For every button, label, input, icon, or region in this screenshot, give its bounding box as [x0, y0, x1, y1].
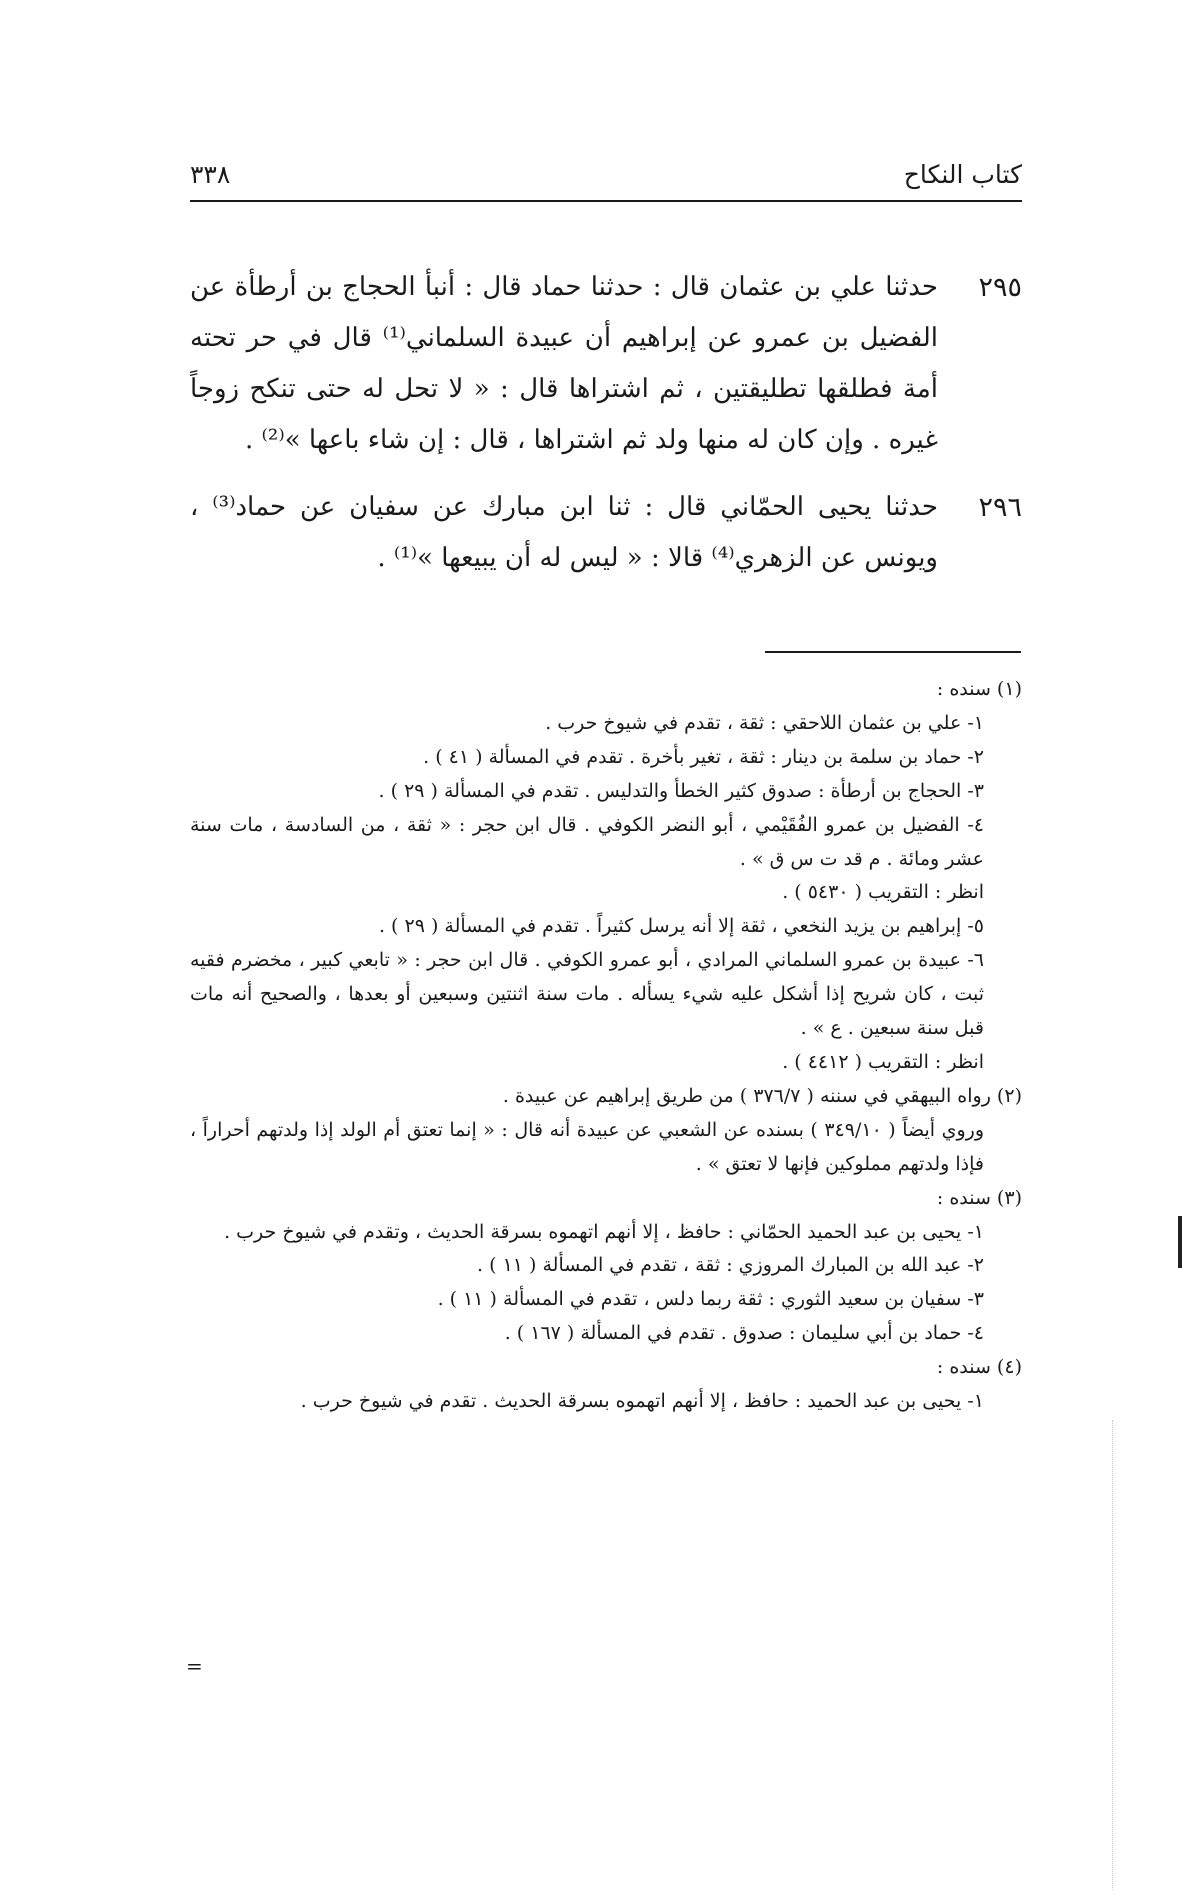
footnote-line: ٣- الحجاج بن أرطأة : صدوق كثير الخطأ والتدليس . تقدم في المسألة ( ٢٩ ) . — [378, 779, 984, 802]
entry-text: حدثنا علي بن عثمان قال : حدثنا حماد قال : أنبأ الحجاج بن أرطأة عن الفضيل بن عمرو عن إبراهيم أن عبيدة السلماني⁽¹⁾ قال في حر تحته أمة فطلقها تطليقتين ، ثم اشتراها قال : « لا تحل له حتى تنكح زوجاً غيره . وإن كان له منها ولد ثم اشتراها ، قال : إن شاء باعها »⁽²⁾ . — [190, 272, 939, 455]
footnote-line: ٣- سفيان بن سعيد الثوري : ثقة ربما دلس ، تقدم في المسألة ( ١١ ) . — [437, 1288, 984, 1311]
header-divider — [190, 200, 1022, 202]
entry-text: حدثنا يحيى الحمّاني قال : ثنا ابن مبارك عن سفيان عن حماد⁽³⁾ ، ويونس عن الزهري⁽⁴⁾ قالا : « ليس له أن يبيعها »⁽¹⁾ . — [190, 492, 939, 573]
entry-number: ٢٩٥ — [978, 272, 1022, 303]
footnote-line: انظر : التقريب ( ٥٤٣٠ ) . — [782, 881, 984, 904]
running-title: كتاب النكاح — [903, 160, 1022, 189]
entry-296 — [190, 482, 1022, 584]
footnote-line: ٢- عبد الله بن المبارك المروزي : ثقة ، تقدم في المسألة ( ١١ ) . — [477, 1254, 984, 1277]
page-header — [190, 160, 1022, 204]
continuation-mark: = — [186, 1654, 203, 1678]
main-text — [190, 262, 1022, 600]
footnote-line: ٥- إبراهيم بن يزيد النخعي ، ثقة إلا أنه يرسل كثيراً . تقدم في المسألة ( ٢٩ ) . — [378, 915, 984, 938]
margin-mark — [1178, 1216, 1182, 1268]
footnote-line: انظر : التقريب ( ٤٤١٢ ) . — [782, 1050, 984, 1073]
footnote-line: ٦- عبيدة بن عمرو السلماني المرادي ، أبو عمرو الكوفي . قال ابن حجر : « تابعي كبير ، مخضرم فقيه ثبت ، كان شريح إذا أشكل عليه شيء يسأله . مات سنة اثنتين وسبعين أو بعدها ، والصحيح أنه مات قبل سنة سبعين . ع » . — [190, 949, 984, 1040]
footnote-line: ١- يحيى بن عبد الحميد الحمّاني : حافظ ، إلا أنهم اتهموه بسرقة الحديث ، وتقدم في شيوخ حرب . — [224, 1220, 984, 1243]
footnote-4-head: (٤) سنده : — [936, 1356, 1022, 1379]
footnote-line: ١- يحيى بن عبد الحميد : حافظ ، إلا أنهم اتهموه بسرقة الحديث . تقدم في شيوخ حرب . — [300, 1390, 984, 1413]
footnote-line: ٢- حماد بن سلمة بن دينار : ثقة ، تغير بأخرة . تقدم في المسألة ( ٤١ ) . — [423, 745, 984, 768]
footnote-1-head: (١) سنده : — [936, 678, 1022, 700]
footnotes — [190, 673, 1022, 1419]
footnote-line: ٤- حماد بن أبي سليمان : صدوق . تقدم في المسألة ( ١٦٧ ) . — [504, 1322, 984, 1345]
page-number: ٣٣٨ — [190, 160, 231, 189]
scan-margin-trace — [1112, 1420, 1113, 1890]
footnote-line: ٤- الفضيل بن عمرو الفُقَيْمي ، أبو النضر الكوفي . قال ابن حجر : « ثقة ، من السادسة ، مات سنة عشر ومائة . م قد ت س ق » . — [190, 813, 984, 870]
footnote-2-body: وروي أيضاً ( ٣٤٩/١٠ ) بسنده عن الشعبي عن عبيدة أنه قال : « إنما تعتق أم الولد إذا ولدتهم أحراراً ، فإذا ولدتهم مملوكين فإنها لا تعتق » . — [190, 1118, 984, 1175]
entry-number: ٢٩٦ — [978, 492, 1022, 523]
entry-295 — [190, 262, 1022, 466]
footnote-line: ١- علي بن عثمان اللاحقي : ثقة ، تقدم في شيوخ حرب . — [545, 711, 984, 734]
footnote-2-head: (٢) رواه البيهقي في سننه ( ٣٧٦/٧ ) من طريق إبراهيم عن عبيدة . — [502, 1084, 1022, 1107]
footnote-separator — [765, 651, 1021, 653]
footnote-3-head: (٣) سنده : — [936, 1186, 1022, 1209]
